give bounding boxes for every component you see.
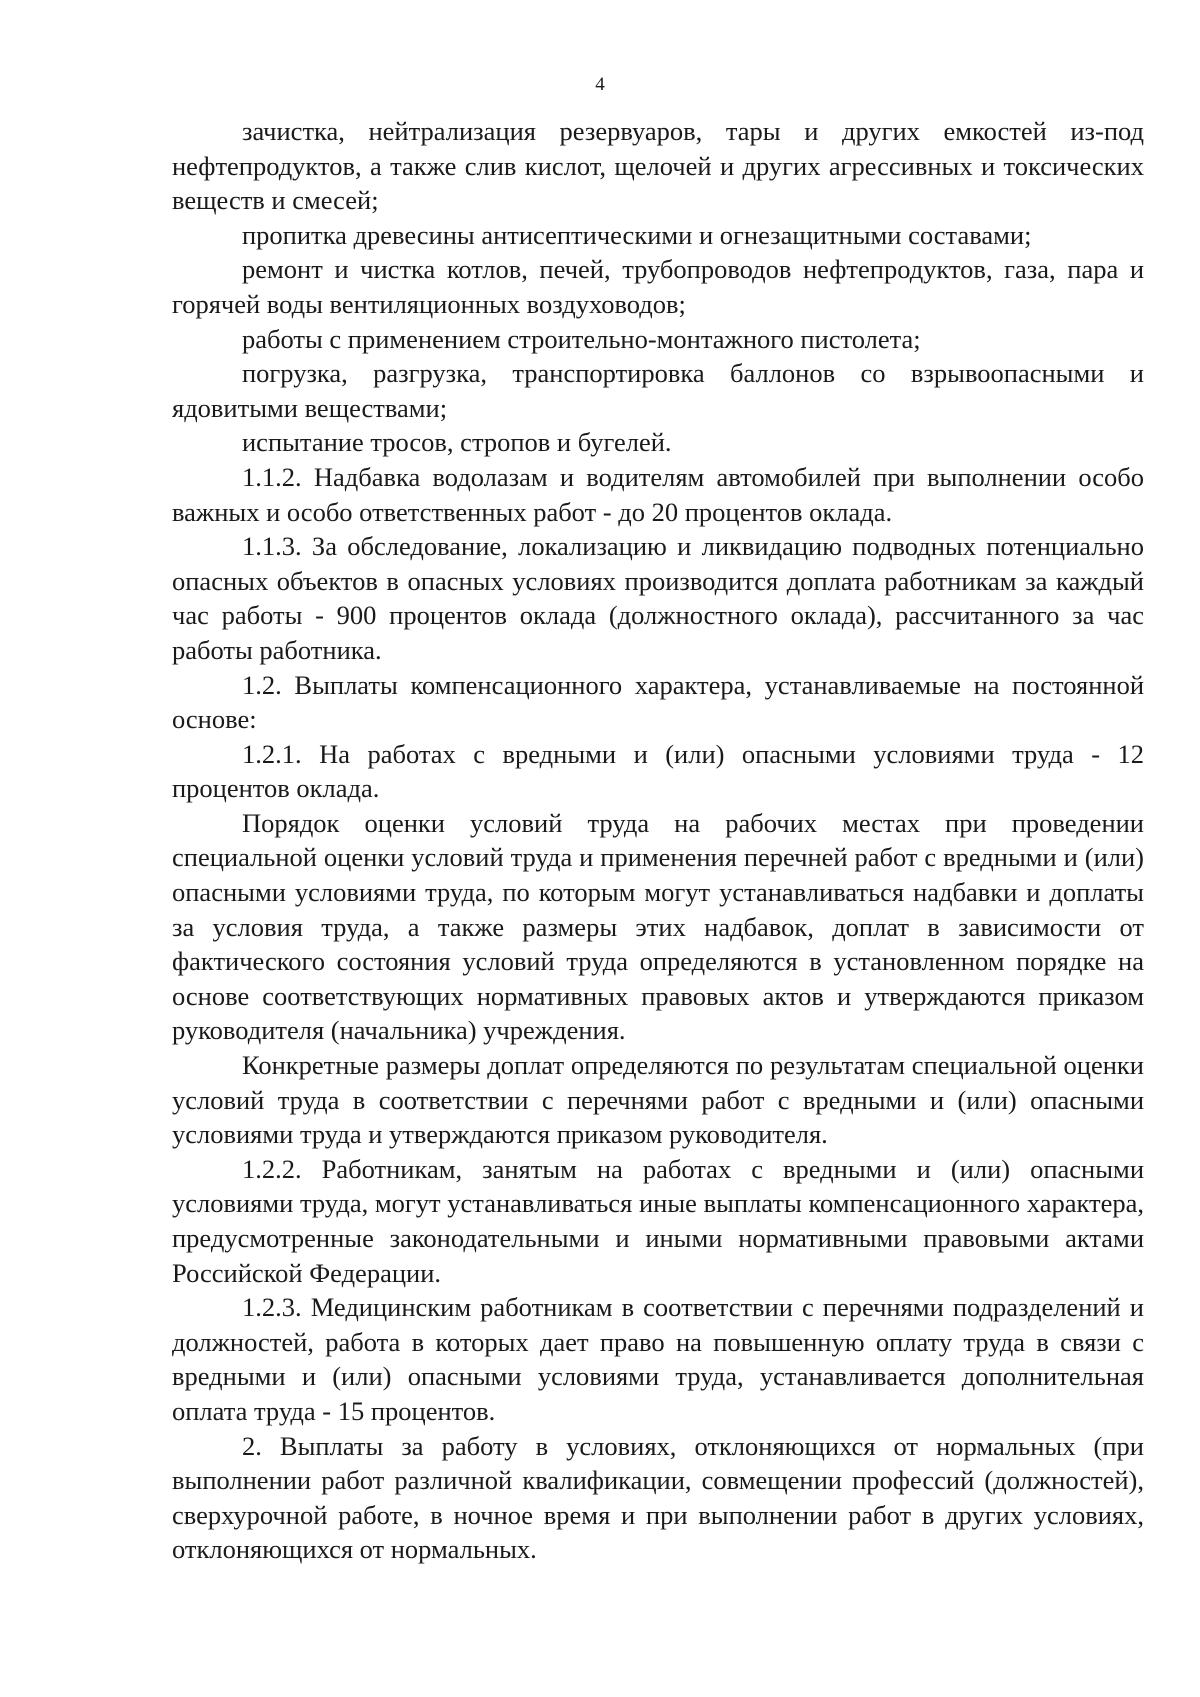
paragraph-assessment-procedure: Порядок оценки условий труда на рабочих местах при проведении специальной оценки условий труда и применения перечней работ с вредными и (или) опасными условиями труда, по которым могут устанавливаться надбавки и доплаты за условия труда, а также размеры этих надбавок, доплат в зависимости от фактического состояния условий труда определяются в установленном порядке на основе соответствующих нормативных правовых актов и утверждаются приказом руководителя (начальника) учреждения.	[172, 807, 1144, 1046]
paragraph-2: 2. Выплаты за работу в условиях, отклоняющихся от нормальных (при выполнении работ различной квалификации, совмещении профессий (должностей), сверхурочной работе, в ночное время и при выполнении работ в других условиях, отклоняющихся от нормальных.	[172, 1430, 1144, 1565]
paragraph-specific-amounts: Конкретные размеры доплат определяются по результатам специальной оценки условий труда в соответствии с перечнями работ с вредными и (или) опасными условиями труда и утверждаются приказом руководителя.	[172, 1050, 1144, 1150]
paragraph-1-2-2: 1.2.2. Работникам, занятым на работах с вредными и (или) опасными условиями труда, могут устанавливаться иные выплаты компенсационного характера, предусмотренные законодательными и иными нормативными правовыми актами Российской Федерации.	[172, 1153, 1144, 1288]
paragraph-boiler-repair: ремонт и чистка котлов, печей, трубопроводов нефтепродуктов, газа, пара и горячей воды вентиляционных воздуховодов;	[172, 254, 1144, 319]
paragraph-cylinder-loading: погрузка, разгрузка, транспортировка баллонов со взрывоопасными и ядовитыми веществами;	[172, 358, 1144, 423]
page-number: 4	[595, 74, 605, 95]
document-body	[172, 114, 1144, 1567]
paragraph-mounting-pistol: работы с применением строительно-монтажного пистолета;	[242, 323, 921, 354]
paragraph-1-2-3: 1.2.3. Медицинским работникам в соответствии с перечнями подразделений и должностей, работа в которых дает право на повышенную оплату труда в связи с вредными и (или) опасными условиями труда, устанавливается дополнительная оплата труда - 15 процентов.	[172, 1292, 1144, 1426]
paragraph-wood-impregnation: пропитка древесины антисептическими и огнезащитными составами;	[242, 219, 1032, 250]
paragraph-1-2: 1.2. Выплаты компенсационного характера, устанавливаемые на постоянной основе:	[172, 669, 1144, 735]
paragraph-1-1-2: 1.1.2. Надбавка водолазам и водителям автомобилей при выполнении особо важных и особо ответственных работ - до 20 процентов оклада.	[172, 461, 1144, 527]
paragraph-1-2-1: 1.2.1. На работах с вредными и (или) опасными условиями труда - 12 процентов оклада.	[172, 738, 1144, 804]
paragraph-1-1-3: 1.1.3. За обследование, локализацию и ликвидацию подводных потенциально опасных объектов в опасных условиях производится доплата работникам за каждый час работы - 900 процентов оклада (должностного оклада), рассчитанного за час работы работника.	[172, 531, 1144, 665]
paragraph-cleaning-tanks: зачистка, нейтрализация резервуаров, тары и других емкостей из-под нефтепродуктов, а также слив кислот, щелочей и других агрессивных и токсических веществ и смесей;	[172, 116, 1144, 216]
paragraph-cable-testing: испытание тросов, стропов и бугелей.	[242, 427, 672, 458]
